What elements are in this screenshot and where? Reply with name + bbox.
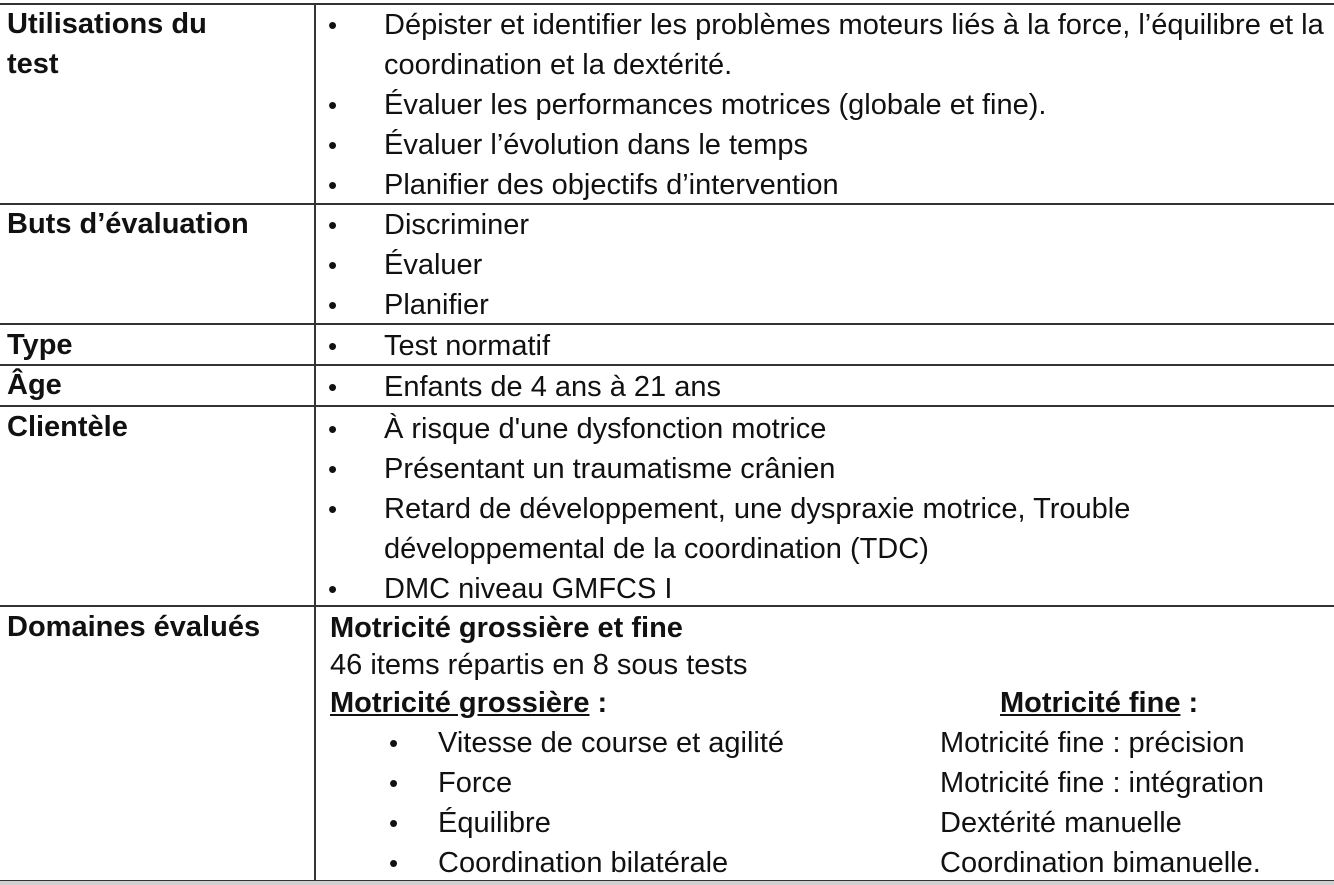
- fine-motor-title-colon: :: [1180, 687, 1199, 719]
- row-content-clientele: [316, 409, 1326, 609]
- fine-motor-title-text: Motricité fine: [1000, 687, 1181, 719]
- gross-motor-title-text: Motricité grossière: [330, 687, 590, 719]
- list-item: • Présentant un traumatisme crânien: [316, 449, 1326, 489]
- list-item: • Planifier des objectifs d’intervention: [316, 165, 1326, 205]
- list-item: • Coordination bilatérale: [386, 843, 784, 883]
- domaines-subheading: 46 items répartis en 8 sous tests: [330, 649, 748, 681]
- row-content-age: [316, 367, 1326, 407]
- list-item: • Test normatif: [316, 326, 1326, 366]
- list-item: Motricité fine : intégration: [940, 767, 1264, 799]
- list-item: • Équilibre: [386, 803, 784, 843]
- row-label-age: Âge: [7, 369, 62, 401]
- fine-motor-title: [1000, 683, 1198, 723]
- row-label-buts: Buts d’évaluation: [7, 208, 249, 240]
- list-item: • Évaluer les performances motrices (globale et fine).: [316, 85, 1326, 125]
- list-item: • Planifier: [316, 285, 1326, 325]
- list-item: • Dépister et identifier les problèmes moteurs liés à la force, l’équilibre et la coordination et la dextérité.: [316, 5, 1326, 85]
- list-item: • Retard de développement, une dyspraxie motrice, Trouble développemental de la coordination (TDC): [316, 489, 1326, 569]
- row-label-domaines: Domaines évalués: [7, 611, 261, 643]
- domaines-heading: Motricité grossière et fine: [330, 612, 683, 644]
- list-item: Motricité fine : précision: [940, 727, 1245, 759]
- gross-motor-list: [386, 723, 784, 883]
- list-item: • À risque d'une dysfonction motrice: [316, 409, 1326, 449]
- row-content-utilisations: [316, 5, 1326, 205]
- list-item: • Force: [386, 763, 784, 803]
- list-item: • Évaluer l’évolution dans le temps: [316, 125, 1326, 165]
- row-content-type: [316, 326, 1326, 366]
- list-item: Coordination bimanuelle.: [940, 847, 1261, 879]
- row-label-utilisations: Utilisations du test: [7, 8, 207, 80]
- list-item: • DMC niveau GMFCS I: [316, 569, 1326, 609]
- list-item: Dextérité manuelle: [940, 807, 1182, 839]
- list-item: • Évaluer: [316, 245, 1326, 285]
- fine-motor-list: [940, 723, 1264, 883]
- list-item: • Vitesse de course et agilité: [386, 723, 784, 763]
- row-label-type: Type: [7, 329, 73, 361]
- row-content-buts: [316, 205, 1326, 325]
- list-item: • Discriminer: [316, 205, 1326, 245]
- gross-motor-title: [330, 683, 607, 723]
- gross-motor-title-colon: :: [589, 687, 608, 719]
- list-item: • Enfants de 4 ans à 21 ans: [316, 367, 1326, 407]
- row-label-clientele: Clientèle: [7, 411, 128, 443]
